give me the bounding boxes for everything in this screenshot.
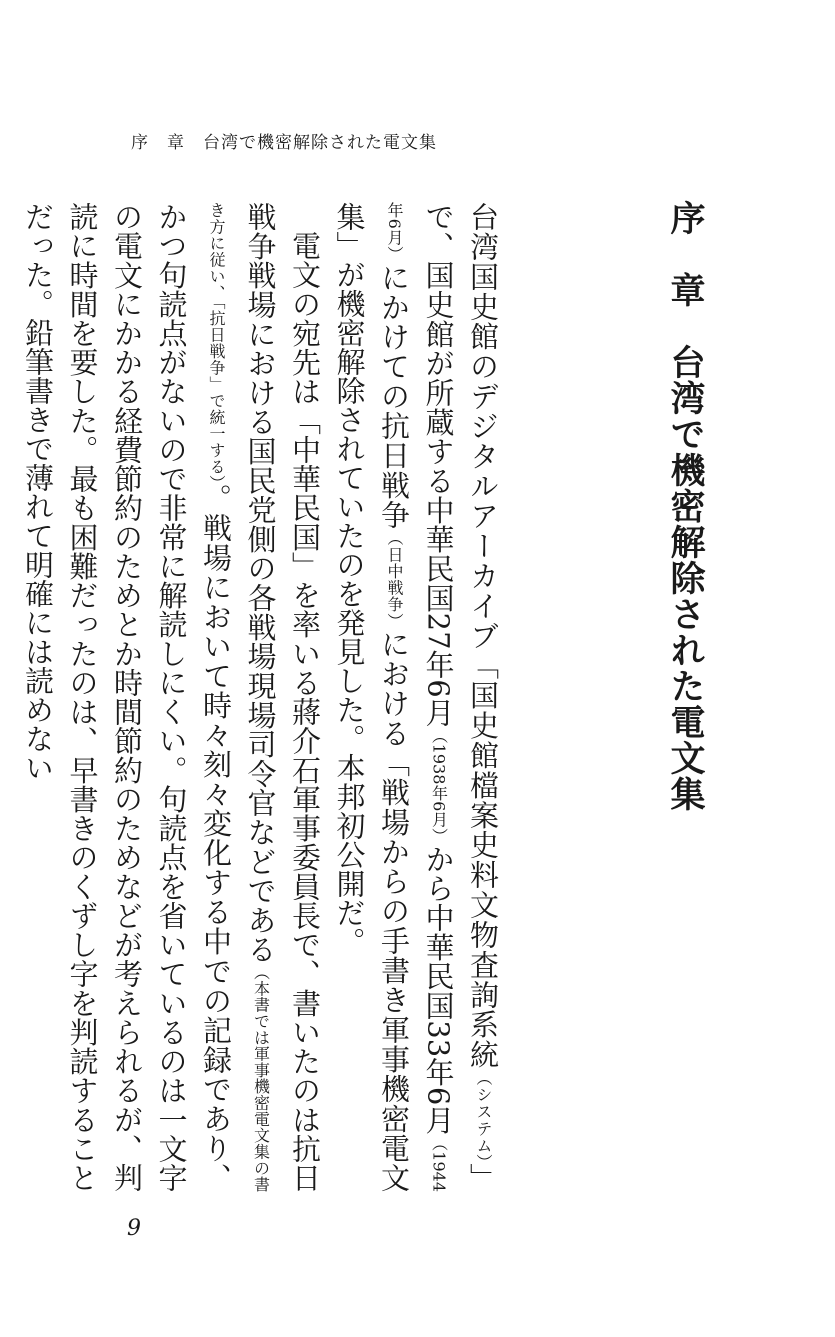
p2-text-b: 。戦場において時々刻々変化する中での記録であり、かつ句読点がないので非常に解読しにくい。句読点を省いているのは一文字の電文にかかる経費節約のためとか時間節約のためなどが考えられるが、判読に時間を要した。最も困難だったのは、早書きのくずし字を判読することだった。鉛筆書きで薄れて明確には読めない bbox=[21, 202, 233, 1193]
p2-text-a: 電文の宛先は「中華民国」を率いる蔣介石軍事委員長で、書いたのは抗日戦争戦場における国民党側の各戦場現場司令官などである bbox=[243, 202, 322, 1192]
p2-note-1: （本書では軍事機密電文集の書き方に従い、「抗日戦争」で統一する） bbox=[207, 202, 271, 1193]
body-text bbox=[16, 202, 506, 1192]
page-number: 9 bbox=[127, 1216, 141, 1241]
p1-note-1: （システム） bbox=[474, 1069, 493, 1164]
chapter-title: 序 章 台湾で機密解除された電文集 bbox=[665, 200, 705, 812]
running-head: 序 章 台湾で機密解除された電文集 bbox=[131, 133, 437, 153]
p1-text-c: から中華民国33年6月 bbox=[421, 844, 456, 1135]
paragraph-2 bbox=[16, 202, 328, 1192]
p1-note-3: （1944年6月） bbox=[385, 202, 449, 1193]
p1-note-4: （日中戦争） bbox=[385, 529, 404, 630]
p1-text-d: にかけての抗日戦争 bbox=[377, 262, 411, 530]
p1-text-e: における「戦場からの手書き軍事機密電文集」が機密解除されていたのを発見した。本邦初公開だ。 bbox=[332, 202, 411, 1193]
p1-text-a: 台湾国史館のデジタルアーカイブ「国史館檔案史料文物査詢系統 bbox=[466, 202, 500, 1070]
paragraph-1 bbox=[327, 202, 505, 1192]
p1-note-2: （1938年6月） bbox=[429, 727, 449, 845]
p1-text-b: 」で、国史館が所蔵する中華民国27年6月 bbox=[421, 202, 500, 1193]
